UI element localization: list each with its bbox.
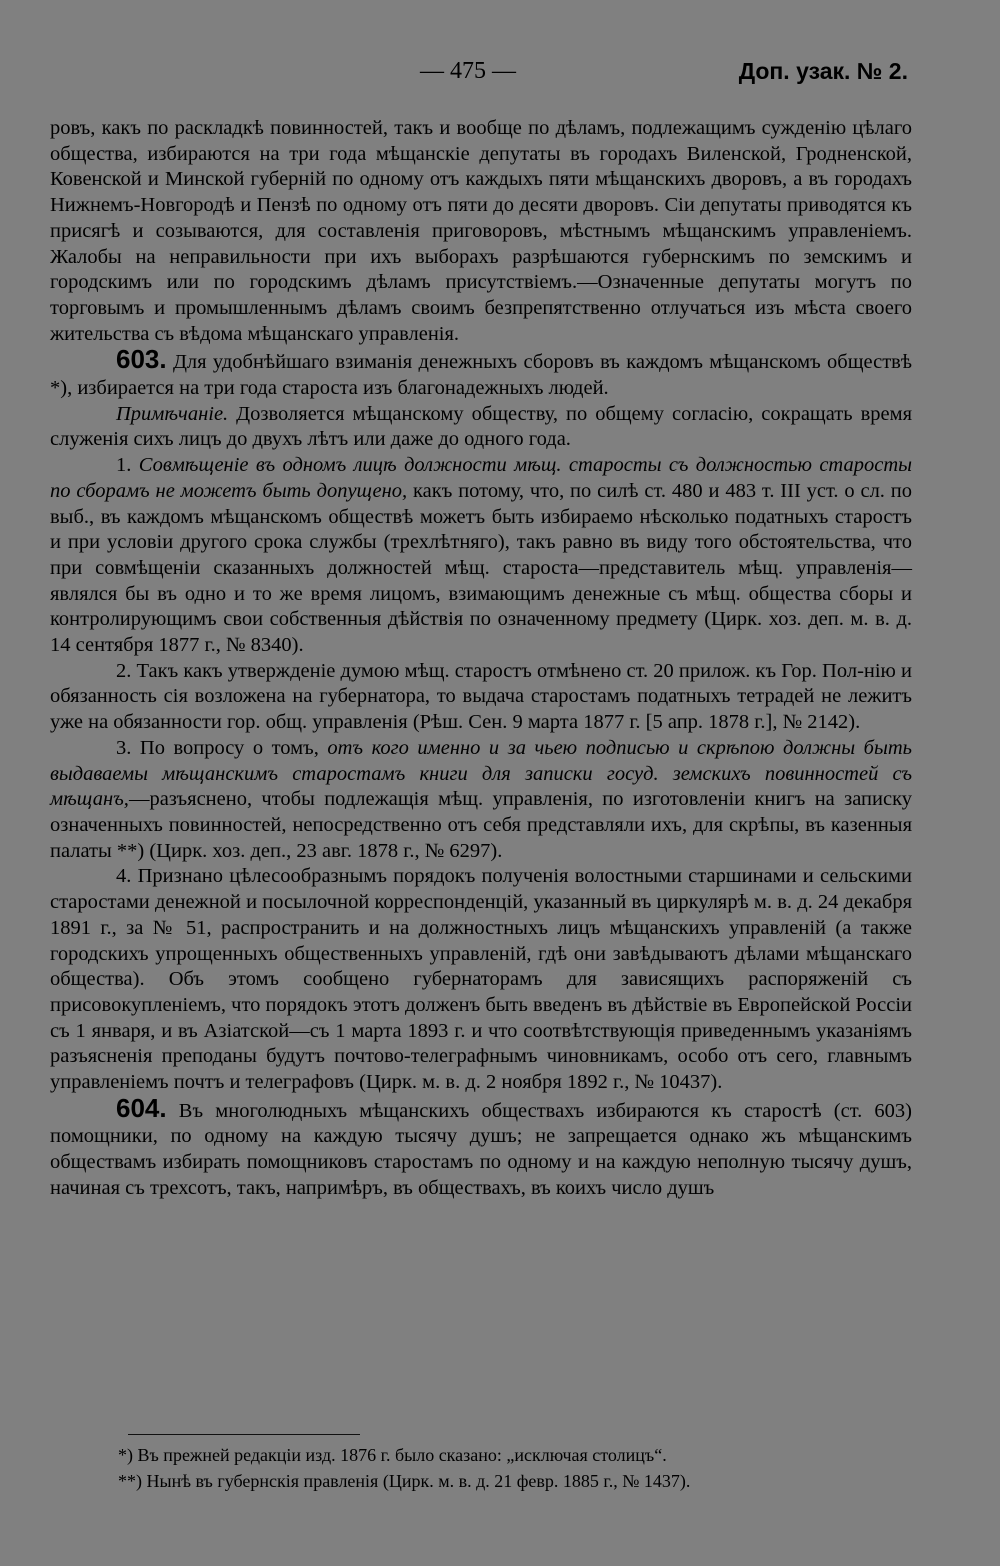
note-text: Дозволяется мѣщанскому обществу, по общему согласію, сокращать время служенія сихъ лицъ до двухъ лѣтъ или даже до одного года. xyxy=(50,402,912,451)
footnote-1: *) Въ прежней редакціи изд. 1876 г. было сказано: „исключая столицъ“. xyxy=(118,1445,667,1465)
page-number: — 475 — xyxy=(420,58,516,84)
paragraph-continuation: ровъ, какъ по раскладкѣ повинностей, такъ и вообще по дѣламъ, подлежащимъ сужденію цѣлаго общества, избираются на три года мѣщанскіе депутаты въ городахъ Виленской, Гродненской, Ковенской и Минской губерній по одному отъ каждыхъ пяти мѣщанскихъ дворовъ, а въ городахъ Нижнемъ-Новгородѣ и Пензѣ по одному отъ пяти до десяти дворовъ. Сіи депутаты приводятся къ присягѣ и созываются, для составленія приговоровъ, мѣстнымъ мѣщанскимъ управленіемъ. Жалобы на неправильности при ихъ выборахъ разрѣшаются губернскимъ по земскимъ и городскимъ или по городскимъ дѣламъ присутствіемъ.—Означенные депутаты могутъ по торговымъ и промышленнымъ дѣламъ своимъ безпрепятственно отлучаться изъ мѣста своего жительства съ вѣдома мѣщанскаго управленія. xyxy=(50,117,912,345)
commentary-italic: Совмѣщеніе въ одномъ лицѣ должности мѣщ. старосты съ должностью старосты по сборамъ не можетъ быть допущено, xyxy=(50,454,913,502)
section-reference: Доп. узак. № 2. xyxy=(738,58,908,84)
article-603 xyxy=(50,344,912,401)
commentary-1 xyxy=(50,453,912,659)
body-text xyxy=(50,116,912,1202)
commentary-4: 4. Признано цѣлесообразнымъ порядокъ полученія волостными старшинами и сельскими старостами денежной и посылочной корреспонденцій, указанный въ циркулярѣ м. в. д. 24 декабря 1891 г., за № 51, распространить и на должностныхъ лицъ мѣщанскихъ управленій (а также городскихъ упрощенныхъ общественныхъ управленій, гдѣ они завѣдываютъ дѣлами мѣщанскаго общества). Объ этомъ сообщено губернаторамъ для зависящихъ распоряженій съ присовокупленіемъ, что порядокъ этотъ долженъ быть введенъ въ дѣйствіе въ Европейской Россіи съ 1 января, и въ Азіатской—съ 1 марта 1893 г. и что соотвѣтствующія приведеннымъ указаніямъ разъясненія преподаны будутъ почтово-телеграфнымъ чиновникамъ, особо отъ сего, главнымъ управленіемъ почтъ и телеграфовъ (Цирк. м. в. д. 2 ноября 1892 г., № 10437). xyxy=(50,865,912,1094)
commentary-text: 3. По вопросу о томъ, xyxy=(116,736,328,759)
note-label: Примѣчаніе. xyxy=(116,402,229,425)
commentary-number: 1. xyxy=(116,454,139,477)
commentary-text: —разъяснено, чтобы подлежащія мѣщ. управленія, по изготовленіи книгъ на записку означенныхъ повинностей, непосредственно отъ себя представляли ихъ, для скрѣпы, въ казенныя палаты **) (Цирк. хоз. деп., 23 авг. 1878 г., № 6297). xyxy=(50,788,912,862)
commentary-text: какъ потому, что, по силѣ ст. 480 и 483 т. III уст. о сл. по выб., въ каждомъ мѣщанскомъ обществѣ можетъ быть избираемо нѣсколько податныхъ старостъ и при условіи другого срока службы (трехлѣтняго), такъ равно въ виду того обстоятельства, что при совмѣщеніи сказанныхъ должностей мѣщ. староста—представитель мѣщ. управленія—являлся бы въ одно и то же время лицомъ, взимающимъ денежные съ мѣщ. общества сборы и контролирующимъ свои собственныя дѣйствія по означенному предмету (Цирк. хоз. деп. м. в. д. 14 сентября 1877 г., № 8340). xyxy=(50,479,913,657)
commentary-2: 2. Такъ какъ утвержденіе думою мѣщ. старостъ отмѣнено ст. 20 прилож. къ Гор. Пол-нію и обязанность сія возложена на губернатора, то выдача старостамъ податныхъ тетрадей не лежитъ уже на обязанности гор. общ. управленія (Рѣш. Сен. 9 марта 1877 г. [5 апр. 1878 г.], № 2142). xyxy=(50,659,912,734)
article-text: Въ многолюдныхъ мѣщанскихъ обществахъ избираются къ старостѣ (ст. 603) помощники, по одному на каждую тысячу душъ; не запрещается однако жъ мѣщанскимъ обществамъ избирать помощниковъ старостамъ по одному и на каждую неполную тысячу душъ, начиная съ трехсотъ, такъ, напримѣръ, въ обществахъ, въ коихъ число душъ xyxy=(50,1099,912,1199)
page-header xyxy=(0,58,1000,94)
note-paragraph xyxy=(50,402,912,453)
article-text: Для удобнѣйшаго взиманія денежныхъ сборовъ въ каждомъ мѣщанскомъ обществѣ *), избирается на три года староста изъ благонадежныхъ людей. xyxy=(50,351,912,400)
article-number: 604. xyxy=(116,1092,167,1123)
footnote-divider xyxy=(128,1434,360,1435)
article-604 xyxy=(50,1092,912,1202)
commentary-italic: отъ кого именно и за чьею подписью и скрѣпою должны быть выдаваемы мѣщанскимъ старостамъ книги для записки госуд. земскихъ повинностей съ мѣщанъ, xyxy=(50,736,912,811)
article-number: 603. xyxy=(116,344,167,375)
commentary-3 xyxy=(50,736,912,865)
footnote-2: **) Нынѣ въ губернскія правленія (Цирк. м. в. д. 21 февр. 1885 г., № 1437). xyxy=(118,1471,691,1491)
footnotes xyxy=(118,1442,690,1494)
